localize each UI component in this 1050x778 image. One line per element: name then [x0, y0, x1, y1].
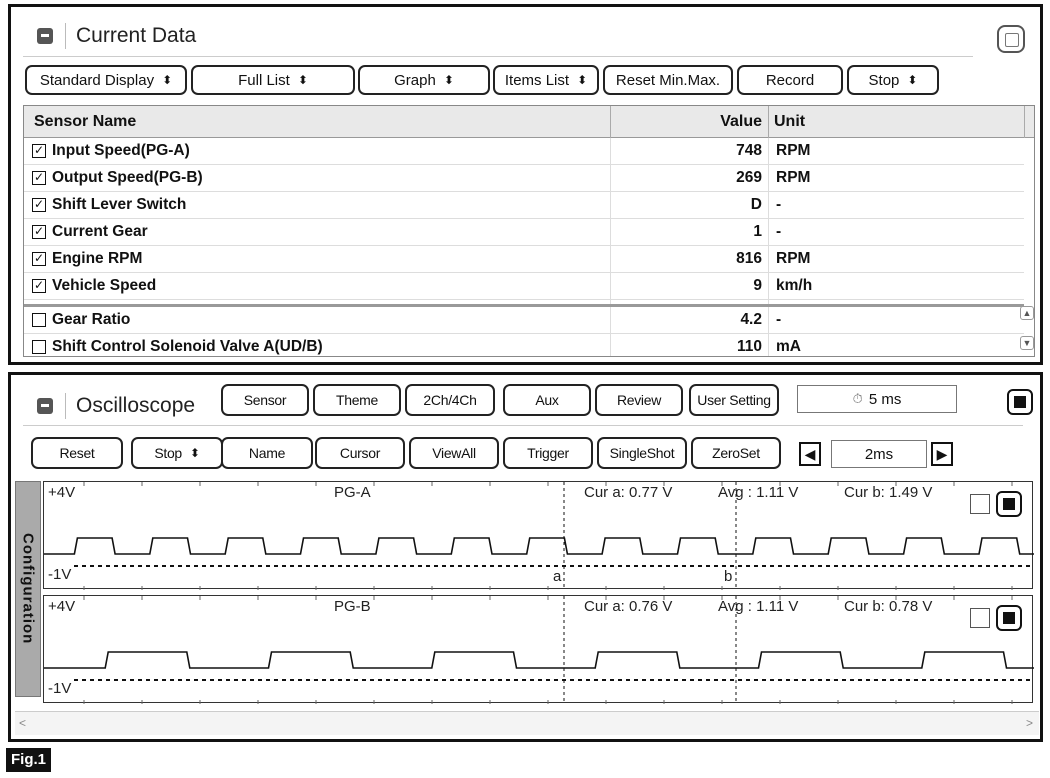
- user-setting-button[interactable]: User Setting: [689, 384, 779, 416]
- sensor-unit: RPM: [776, 142, 811, 159]
- sensor-name: Input Speed(PG-A): [52, 142, 190, 159]
- row-checkbox[interactable]: ✓: [33, 197, 45, 211]
- sensor-name: Engine RPM: [52, 250, 143, 267]
- scale-max-label: +4V: [48, 484, 76, 501]
- scale-min-label: -1V: [48, 566, 72, 583]
- dropdown-arrow-icon: ⬍: [443, 73, 454, 87]
- button-label: Full List: [238, 71, 290, 89]
- table-header: [24, 106, 1034, 138]
- sensor-name: Current Gear: [52, 223, 148, 240]
- 2ch-4ch-button[interactable]: 2Ch/4Ch: [405, 384, 495, 416]
- button-label: Reset: [59, 445, 95, 461]
- dropdown-arrow-icon: ⬍: [577, 73, 588, 87]
- channel-checkbox[interactable]: [970, 494, 990, 514]
- channel-pg-b[interactable]: [43, 595, 1033, 703]
- items-list-button[interactable]: [493, 65, 599, 95]
- scale-max-label: +4V: [48, 598, 76, 615]
- scroll-down-icon[interactable]: ▼: [1020, 336, 1034, 350]
- record-button[interactable]: [737, 65, 843, 95]
- sensor-value: 816: [736, 250, 762, 267]
- sensor-unit: mA: [776, 338, 801, 355]
- button-label: Stop: [154, 445, 182, 461]
- dropdown-arrow-icon: ⬍: [297, 73, 308, 87]
- sensor-name: Output Speed(PG-B): [52, 169, 203, 186]
- graph-button[interactable]: [358, 65, 490, 95]
- current-data-panel: [8, 4, 1043, 365]
- sensor-name: Shift Lever Switch: [52, 196, 187, 213]
- table-row[interactable]: [24, 334, 1024, 357]
- sensor-unit: RPM: [776, 169, 811, 186]
- horizontal-scrollbar[interactable]: [15, 711, 1039, 735]
- sensor-value: 748: [736, 142, 762, 159]
- scroll-left-icon[interactable]: <: [19, 716, 27, 730]
- current-data-header: [37, 23, 196, 49]
- row-checkbox[interactable]: ✓: [33, 251, 45, 265]
- zeroset-button[interactable]: [691, 437, 781, 469]
- sensor-name: Vehicle Speed: [52, 277, 157, 294]
- button-label: ZeroSet: [712, 445, 760, 461]
- button-label: Graph: [394, 71, 436, 89]
- table-row[interactable]: [24, 192, 1024, 219]
- signal-trace: [44, 538, 1034, 554]
- row-checkbox[interactable]: ✓: [33, 170, 45, 184]
- button-label: Items List: [504, 71, 570, 89]
- sensor-value: 110: [736, 338, 762, 355]
- row-checkbox[interactable]: [32, 340, 46, 354]
- theme-button[interactable]: Theme: [313, 384, 401, 416]
- table-row[interactable]: [24, 273, 1024, 300]
- sensor-unit: -: [776, 223, 782, 240]
- stop-button[interactable]: [847, 65, 939, 95]
- unit-header[interactable]: Unit: [774, 113, 806, 130]
- sensor-button[interactable]: Sensor: [221, 384, 309, 416]
- singleshot-button[interactable]: [597, 437, 687, 469]
- table-row[interactable]: [24, 165, 1024, 192]
- dropdown-arrow-icon: ⬍: [162, 73, 173, 87]
- sensor-unit: -: [776, 311, 782, 328]
- sensor-data-table: [23, 105, 1035, 357]
- button-label: Reset Min.Max.: [615, 71, 721, 89]
- sensor-value: 4.2: [740, 311, 762, 328]
- table-row[interactable]: [24, 138, 1024, 165]
- stop-button[interactable]: [131, 437, 223, 469]
- stop-record-icon[interactable]: [1007, 389, 1033, 415]
- row-checkbox[interactable]: [32, 313, 46, 327]
- viewall-button[interactable]: [409, 437, 499, 469]
- collapse-icon[interactable]: [37, 28, 53, 44]
- timebase-value: 2ms: [864, 445, 894, 463]
- row-checkbox[interactable]: ✓: [33, 278, 45, 292]
- table-row[interactable]: [24, 219, 1024, 246]
- oscilloscope-panel: [8, 372, 1043, 742]
- review-button[interactable]: Review: [595, 384, 683, 416]
- sensor-unit: RPM: [776, 250, 811, 267]
- button-label: Standard Display: [39, 71, 155, 89]
- signal-trace: [44, 652, 1034, 668]
- sensor-value: 1: [753, 223, 762, 240]
- button-label: Cursor: [339, 445, 381, 461]
- table-row[interactable]: [24, 246, 1024, 273]
- dropdown-arrow-icon: ⬍: [907, 73, 918, 87]
- maximize-icon[interactable]: [997, 25, 1025, 53]
- current-data-title: Current Data: [76, 24, 197, 47]
- sensor-unit: km/h: [776, 277, 813, 294]
- cursor-a-label: a: [553, 568, 562, 585]
- cursor-b-reading: Cur b: 1.49 V: [844, 484, 933, 501]
- sample-rate-value: 5 ms: [868, 390, 902, 408]
- button-label: ViewAll: [432, 445, 476, 461]
- average-reading: Avg : 1.11 V: [718, 598, 799, 615]
- scale-min-label: -1V: [48, 680, 72, 697]
- cursor-b-label: b: [724, 568, 733, 585]
- full-list-button[interactable]: [191, 65, 355, 95]
- cursor-b-reading: Cur b: 0.78 V: [844, 598, 933, 615]
- collapse-icon[interactable]: [37, 398, 53, 414]
- sensor-name-header[interactable]: Sensor Name: [34, 113, 137, 130]
- sensor-value: 269: [736, 169, 762, 186]
- aux-button[interactable]: Aux: [503, 384, 591, 416]
- reset-button[interactable]: [31, 437, 123, 469]
- button-label: Record: [765, 71, 815, 89]
- average-reading: Avg : 1.11 V: [718, 484, 799, 501]
- row-checkbox[interactable]: ✓: [33, 143, 45, 157]
- reset-min-max-button[interactable]: [603, 65, 733, 95]
- group-divider: [24, 304, 1024, 307]
- sensor-unit: -: [776, 196, 782, 213]
- dropdown-arrow-icon: ⬍: [189, 446, 200, 460]
- timebase-display[interactable]: [831, 440, 927, 468]
- oscilloscope-title: Oscilloscope: [76, 394, 196, 417]
- channel-expand-icon[interactable]: [996, 605, 1022, 631]
- channel-expand-icon[interactable]: [996, 491, 1022, 517]
- cursor-button[interactable]: [315, 437, 405, 469]
- figure-label: Fig.1: [6, 748, 51, 772]
- button-label: SingleShot: [609, 445, 675, 461]
- name-button[interactable]: [221, 437, 313, 469]
- timebase-increase-icon[interactable]: ▶: [931, 442, 953, 466]
- channel-checkbox[interactable]: [970, 608, 990, 628]
- channel-name: PG-A: [334, 484, 371, 501]
- button-label: Trigger: [527, 445, 569, 461]
- value-header[interactable]: Value: [720, 113, 762, 130]
- configuration-tab[interactable]: Configuration: [15, 481, 41, 697]
- vertical-scrollbar[interactable]: [1020, 306, 1034, 357]
- sample-rate-display: [797, 385, 957, 413]
- button-label: Name: [248, 445, 286, 461]
- row-checkbox[interactable]: ✓: [33, 224, 45, 238]
- button-label: Stop: [868, 71, 900, 89]
- channel-pg-a[interactable]: [43, 481, 1033, 589]
- clock-icon: ⏱: [852, 391, 863, 406]
- cursor-a-reading: Cur a: 0.77 V: [584, 484, 673, 501]
- sensor-value: D: [750, 196, 762, 213]
- scroll-up-icon[interactable]: ▲: [1020, 306, 1034, 320]
- table-row[interactable]: [24, 307, 1024, 334]
- scroll-right-icon[interactable]: >: [1025, 716, 1033, 730]
- sensor-name: Gear Ratio: [52, 311, 131, 328]
- sensor-value: 9: [753, 277, 762, 294]
- channel-name: PG-B: [334, 598, 371, 615]
- oscilloscope-header: [37, 393, 195, 419]
- sensor-name: Shift Control Solenoid Valve A(UD/B): [52, 338, 323, 355]
- cursor-a-reading: Cur a: 0.76 V: [584, 598, 673, 615]
- trigger-button[interactable]: [503, 437, 593, 469]
- standard-display-button[interactable]: [25, 65, 187, 95]
- timebase-decrease-icon[interactable]: ◀: [799, 442, 821, 466]
